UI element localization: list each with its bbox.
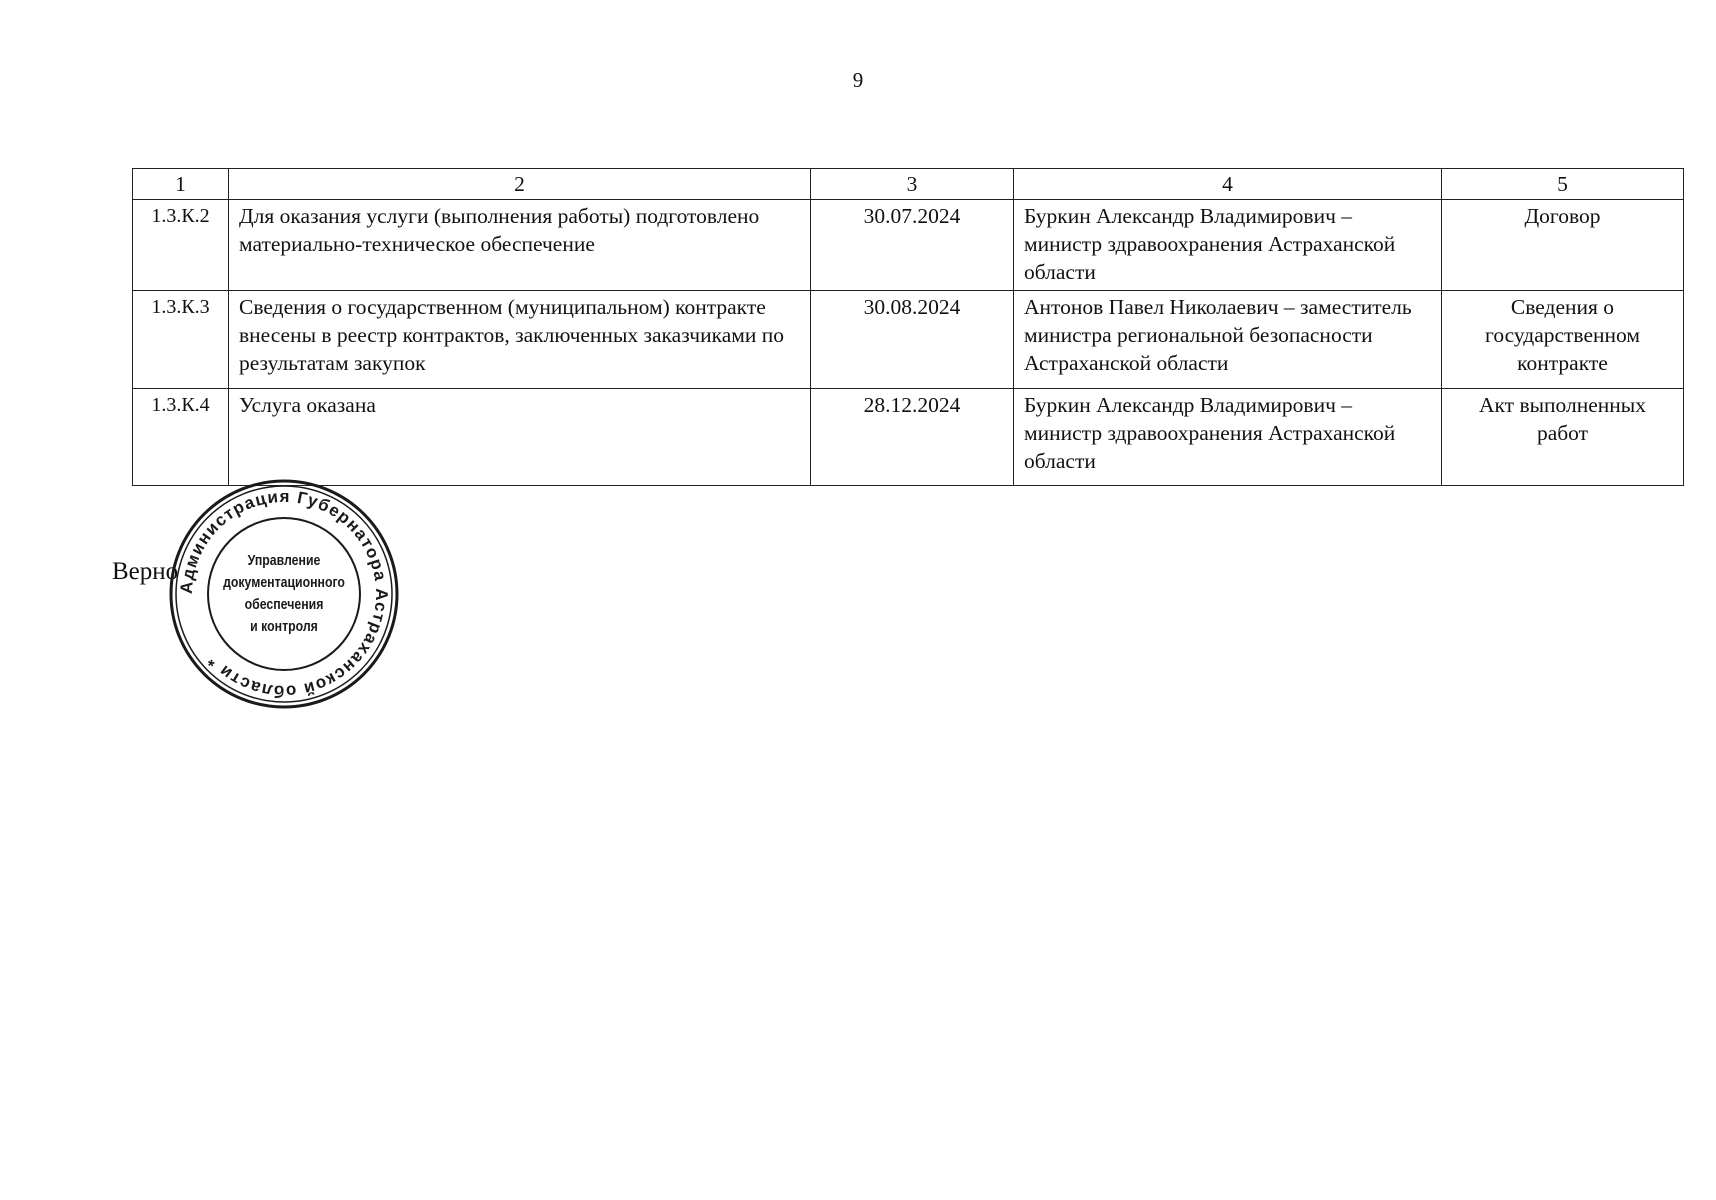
task-description: Сведения о государственном (муниципальном) контракте внесены в реестр контрактов, заключенных заказчиками по результатам закупок — [229, 291, 811, 389]
column-header-3: 3 — [811, 169, 1014, 200]
seal-line: документационного — [223, 574, 345, 591]
due-date: 30.07.2024 — [811, 200, 1014, 291]
responsible-person: Буркин Александр Владимирович – министр здравоохранения Астраханской области — [1014, 200, 1442, 291]
task-description: Услуга оказана — [229, 389, 811, 486]
column-header-4: 4 — [1014, 169, 1442, 200]
confirming-document: Сведения о государственном контракте — [1442, 291, 1684, 389]
control-points-table — [132, 168, 1684, 486]
certification-label: Верно — [112, 558, 179, 585]
task-description: Для оказания услуги (выполнения работы) подготовлено материально-техническое обеспечение — [229, 200, 811, 291]
seal-ring-text: Администрация Губернатора Астраханской области * — [176, 486, 392, 702]
seal-center-text — [189, 550, 379, 638]
row-number: 1.3.К.2 — [133, 200, 229, 291]
column-header-5: 5 — [1442, 169, 1684, 200]
table-header-row — [133, 169, 1684, 200]
confirming-document: Акт выполненных работ — [1442, 389, 1684, 486]
row-number: 1.3.К.4 — [133, 389, 229, 486]
table-row — [133, 291, 1684, 389]
column-header-2: 2 — [229, 169, 811, 200]
seal-line: и контроля — [250, 618, 318, 635]
due-date: 28.12.2024 — [811, 389, 1014, 486]
confirming-document: Договор — [1442, 200, 1684, 291]
due-date: 30.08.2024 — [811, 291, 1014, 389]
official-seal — [168, 478, 400, 710]
responsible-person: Буркин Александр Владимирович – министр здравоохранения Астраханской области — [1014, 389, 1442, 486]
row-number: 1.3.К.3 — [133, 291, 229, 389]
responsible-person: Антонов Павел Николаевич – заместитель министра региональной безопасности Астраханской области — [1014, 291, 1442, 389]
page-number: 9 — [852, 68, 864, 92]
seal-line: обеспечения — [244, 596, 324, 613]
table-row — [133, 389, 1684, 486]
table-row — [133, 200, 1684, 291]
seal-line: Управление — [247, 552, 321, 569]
column-header-1: 1 — [133, 169, 229, 200]
